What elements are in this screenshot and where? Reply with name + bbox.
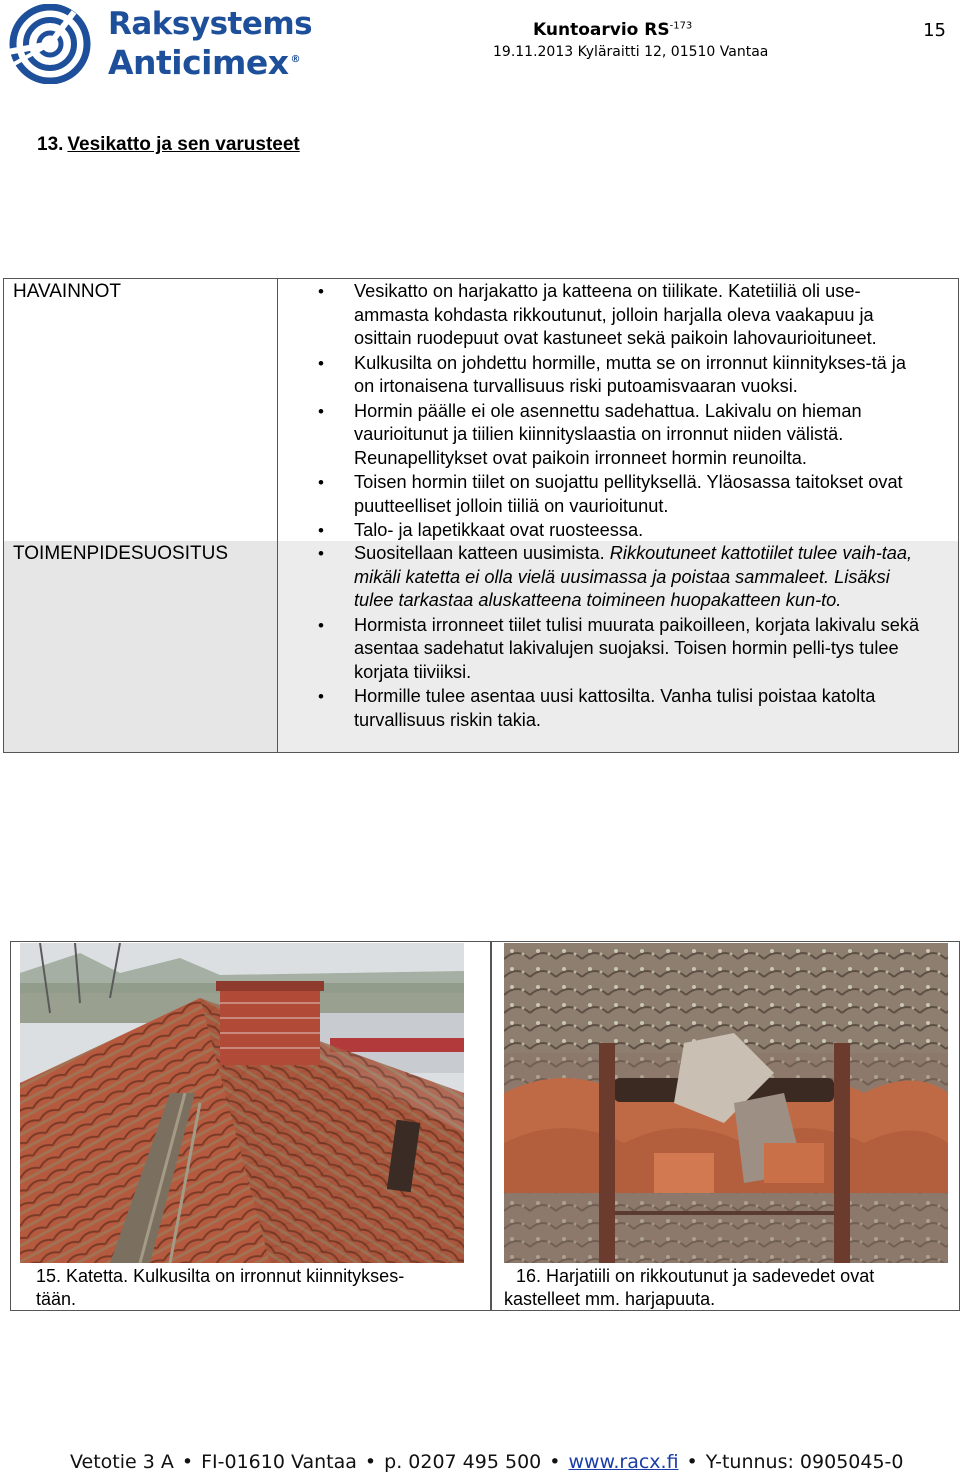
- list-item: • Hormille tulee asentaa uusi kattosilta. Vanha tulisi poistaa katolta turvallisuus riskin takia.: [310, 685, 930, 732]
- list-item: • Talo- ja lapetikkaat ovat ruosteessa.: [310, 519, 930, 543]
- list-item: • Hormista irronneet tiilet tulisi muurata paikoilleen, korjata lakivalu sekä asentaa sadehatut lakivalujen suojaksi. Toisen hormin pelli-tys tulee korjata tiiviiksi.: [310, 614, 930, 685]
- list-item: • Hormin päälle ei ole asennettu sadehattua. Lakivalu on hieman vaurioitunut ja tiilien kiinnityslaastia on irronnut niiden välistä. Reunapellitykset ovat paikoin irronneet hormin reunoilta.: [310, 400, 930, 471]
- caption-line: 15. Katetta. Kulkusilta on irronnut kiinnitykses-: [36, 1266, 405, 1286]
- column-divider: [277, 279, 278, 752]
- separator-dot-icon: •: [686, 1451, 698, 1473]
- photo-section: [10, 941, 960, 1311]
- logo-line1: Raksystems: [108, 6, 313, 42]
- caption-line: kastelleet mm. harjapuuta.: [504, 1289, 716, 1309]
- findings-label: HAVAINNOT: [13, 281, 122, 302]
- separator-dot-icon: •: [181, 1451, 194, 1473]
- list-item: • Kulkusilta on johdettu hormille, mutta se on irronnut kiinnitykses-tä ja on irtonaisena turvallisuus riski putoamisvaaran vuoksi.: [310, 352, 930, 399]
- website-link[interactable]: www.racx.fi: [568, 1451, 679, 1473]
- company-logo: [4, 4, 324, 84]
- separator-dot-icon: •: [549, 1451, 561, 1473]
- section-title: Vesikatto ja sen varusteet: [67, 134, 300, 155]
- photo-caption-left: [36, 1265, 476, 1311]
- photo-caption-right: [504, 1265, 954, 1311]
- list-item: • Toisen hormin tiilet on suojattu pellityksellä. Yläosassa taitokset ovat puutteelliset jolloin tiiliä on vaurioitunut.: [310, 471, 930, 518]
- footer-postal: FI-01610 Vantaa: [201, 1451, 357, 1473]
- section-number: 13.: [37, 134, 64, 155]
- findings-list: [310, 280, 930, 544]
- caption-line: tään.: [36, 1289, 77, 1309]
- document-title-number: -173: [669, 20, 693, 32]
- page-footer: [70, 1451, 904, 1473]
- recommendation-label: TOIMENPIDESUOSITUS: [13, 543, 229, 564]
- logo-mark-icon: [4, 4, 100, 84]
- recommendation-list: [310, 542, 930, 733]
- logo-wordmark: [108, 6, 312, 81]
- separator-dot-icon: •: [364, 1451, 377, 1473]
- document-subtitle: 19.11.2013 Kyläraitti 12, 01510 Vantaa: [493, 44, 769, 60]
- document-title: [533, 20, 692, 40]
- findings-table: [3, 278, 959, 753]
- document-title-text: Kuntoarvio RS: [533, 20, 670, 40]
- list-item: • Vesikatto on harjakatto ja katteena on tiilikate. Katetiiliä oli use-ammasta kohdasta rikkoutunut, jolloin harjalla oleva vaakapuu ja osittain ruodepuut ovat kastuneet sekä paikoin lahovaurioituneet.: [310, 280, 930, 351]
- caption-line: 16. Harjatiili on rikkoutunut ja sadevedet ovat: [516, 1266, 875, 1286]
- section-heading: [37, 134, 300, 156]
- list-item: [310, 542, 930, 613]
- roof-photo-left: [20, 943, 464, 1263]
- recommendation-text: Suositellaan katteen uusimista.: [354, 543, 605, 563]
- recommendation-italic-text: Rikkoutuneet kattotiilet tulee vaih-taa, mikäli katetta ei olla vielä uusimassa ja poistaa sammaleet. Lisäksi tulee tarkastaa aluskatteena toimineen huopakatteen kun-to.: [354, 543, 913, 610]
- broken-ridge-image: [504, 943, 948, 1263]
- footer-address: Vetotie 3 A: [70, 1451, 174, 1473]
- footer-business-id: Y-tunnus: 0905045-0: [705, 1451, 904, 1473]
- roof-photo-right: [504, 943, 948, 1263]
- page-number: 15: [923, 20, 946, 41]
- roof-chimney-image: [20, 943, 464, 1263]
- footer-phone: p. 0207 495 500: [384, 1451, 542, 1473]
- logo-line2: Anticimex: [108, 43, 289, 82]
- registered-mark: ®: [290, 54, 301, 65]
